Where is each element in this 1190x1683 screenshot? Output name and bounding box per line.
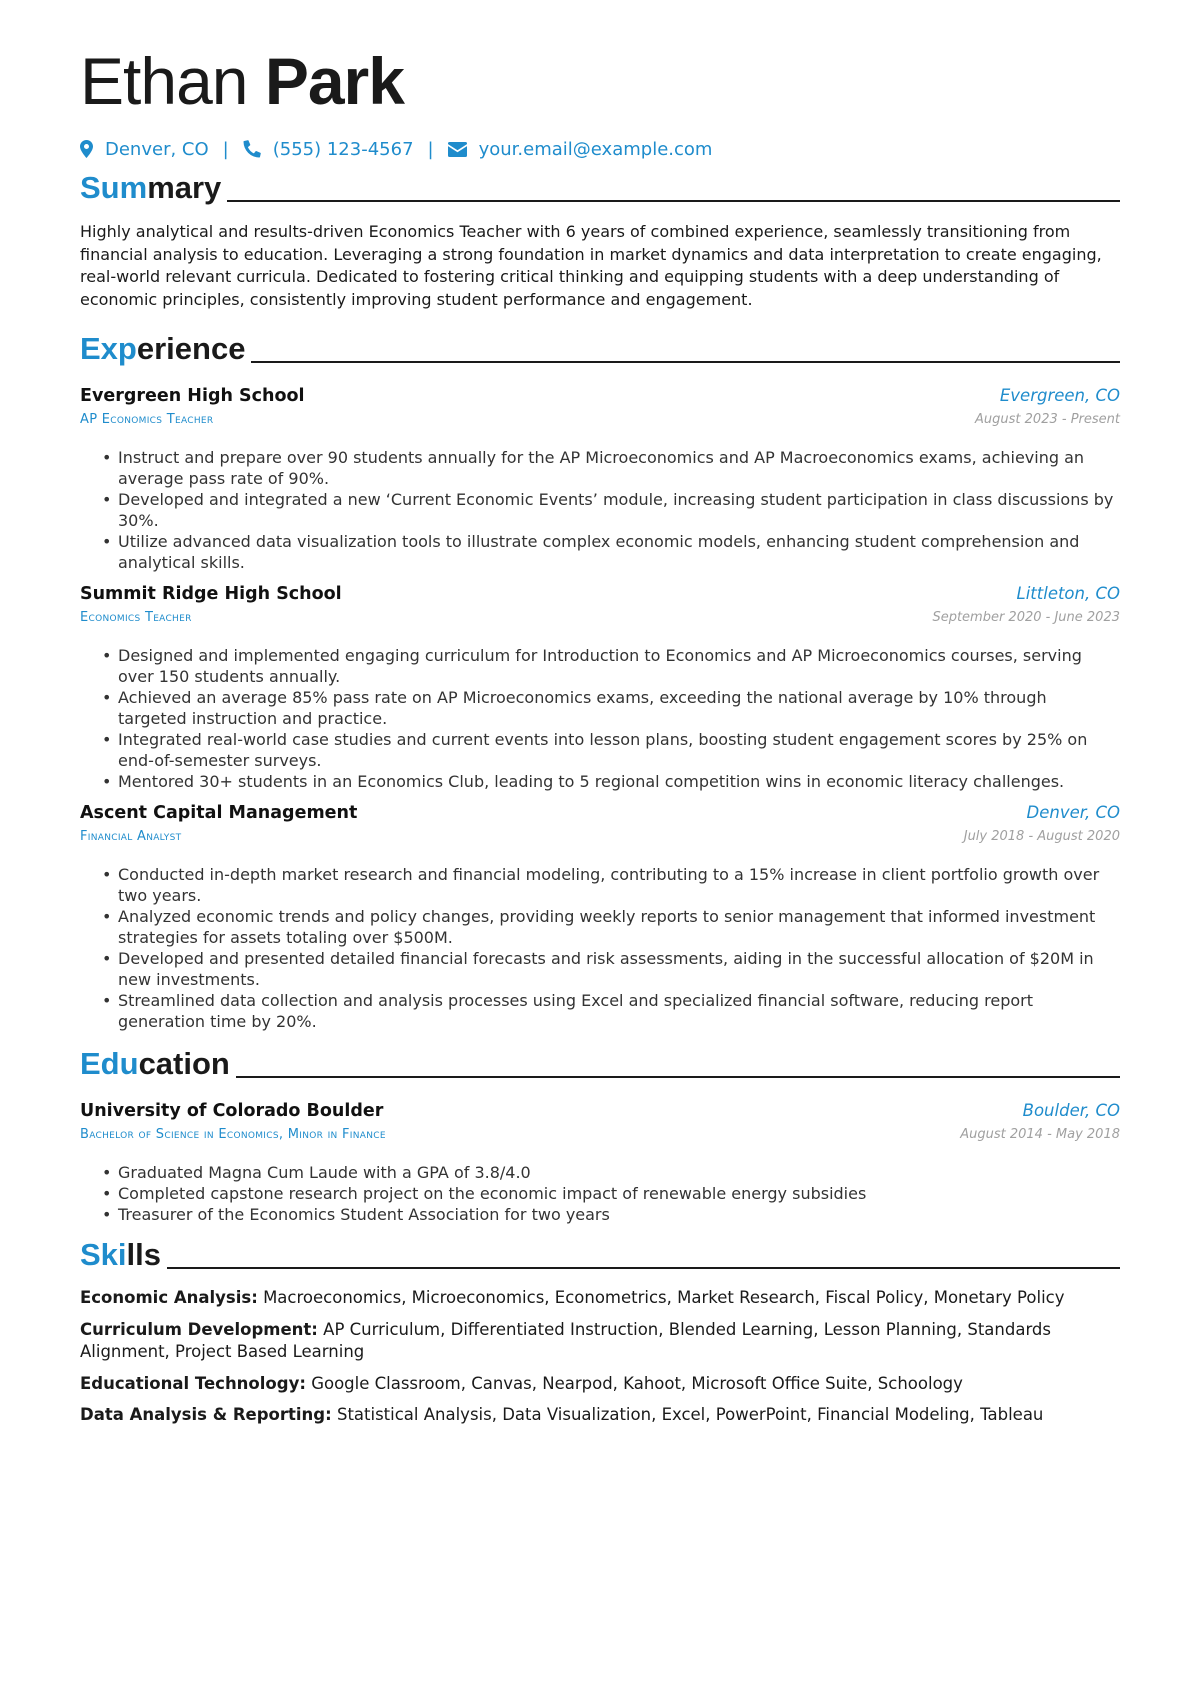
entry-location: Denver, CO [1026,803,1120,822]
section-title-rest: cation [138,1046,230,1081]
entry-organization: Evergreen High School [80,386,305,406]
bullet-item: • Designed and implemented engaging curriculum for Introduction to Economics and AP Microeconomics courses, serving over 150 students annually. [118,645,1120,687]
section-divider [167,1267,1120,1269]
skill-category: Curriculum Development: [80,1319,318,1339]
map-marker-icon [80,140,93,158]
location-text: Denver, CO [105,138,209,160]
contact-location [80,139,209,160]
section-title-accent: Ski [80,1237,127,1272]
skill-category: Educational Technology: [80,1373,306,1393]
entry-role: Economics Teacher [80,610,192,625]
contact-separator: | [222,138,229,160]
experience-section-header [80,327,1120,367]
entry-dates: August 2023 - Present [975,412,1120,427]
skill-row [80,1373,1120,1396]
entry-location: Boulder, CO [1022,1101,1120,1120]
section-title-rest: erience [136,331,246,366]
skill-category: Data Analysis & Reporting: [80,1405,332,1424]
entry-organization: Ascent Capital Management [80,803,358,823]
section-divider [236,1076,1120,1078]
skill-row [80,1287,1120,1310]
section-title-skills [80,1237,161,1273]
contact-line [80,134,1120,164]
skill-values: Statistical Analysis, Data Visualization, Excel, PowerPoint, Financial Modeling, Tableau [336,1405,1044,1424]
bullet-item: • Achieved an average 85% pass rate on AP Microeconomics exams, exceeding the national average by 10% through targeted instruction and practice. [118,687,1120,729]
bullet-item: • Developed and presented detailed financial forecasts and risk assessments, aiding in the successful allocation of $20M in new investments. [118,948,1120,990]
bullet-item: • Utilize advanced data visualization tools to illustrate complex economic models, enhancing student comprehension and analytical skills. [118,531,1120,573]
contact-separator: | [427,138,434,160]
section-title-rest: lls [126,1237,161,1272]
skill-row [80,1404,1120,1427]
experience-entry [80,584,1120,792]
experience-entry [80,386,1120,573]
skill-category: Economic Analysis: [80,1288,258,1307]
entry-location: Evergreen, CO [999,386,1120,405]
entry-bullets [80,1162,1120,1225]
bullet-item: • Analyzed economic trends and policy changes, providing weekly reports to senior management that informed investment strategies for assets totaling over $500M. [118,906,1120,948]
contact-phone[interactable] [243,139,414,160]
entry-bullets [80,864,1120,1032]
bullet-item: • Conducted in-depth market research and financial modeling, contributing to a 15% increase in client portfolio growth over two years. [118,864,1120,906]
section-title-summary [80,170,221,206]
bullet-item: • Streamlined data collection and analysis processes using Excel and specialized financial software, reducing report generation time by 20%. [118,990,1120,1032]
entry-dates: August 2014 - May 2018 [960,1127,1120,1142]
section-title-rest: mary [147,170,222,205]
entry-role: AP Economics Teacher [80,412,214,427]
entry-role: Bachelor of Science in Economics, Minor in Finance [80,1127,386,1142]
entry-bullets [80,645,1120,792]
bullet-item: • Graduated Magna Cum Laude with a GPA of 3.8/4.0 [118,1162,1120,1183]
phone-icon [243,140,261,158]
bullet-item: • Instruct and prepare over 90 students annually for the AP Microeconomics and AP Macroeconomics exams, achieving an average pass rate of 90%. [118,447,1120,489]
skills-section-header [80,1233,1120,1273]
email-text: your.email@example.com [478,138,713,160]
experience-entry [80,803,1120,1032]
section-divider [227,200,1120,202]
education-section-header [80,1042,1120,1082]
contact-email[interactable] [448,139,713,160]
section-divider [251,361,1120,363]
section-title-education [80,1046,230,1082]
bullet-item: • Mentored 30+ students in an Economics Club, leading to 5 regional competition wins in economic literacy challenges. [118,771,1120,792]
section-title-experience [80,331,245,367]
phone-text: (555) 123-4567 [272,138,414,160]
bullet-item: • Developed and integrated a new ‘Current Economic Events’ module, increasing student participation in class discussions by 30%. [118,489,1120,531]
skill-values: Google Classroom, Canvas, Nearpod, Kahoot, Microsoft Office Suite, Schoology [311,1373,963,1393]
skill-values: Macroeconomics, Microeconomics, Econometrics, Market Research, Fiscal Policy, Monetary Policy [263,1288,1065,1307]
section-title-accent: Sum [80,170,148,205]
entry-organization: Summit Ridge High School [80,584,342,604]
summary-text: Highly analytical and results-driven Economics Teacher with 6 years of combined experience, seamlessly transitioning from financial analysis to education. Leveraging a strong foundation in market dynamics and data interpretation to create engaging, real-world relevant curricula. Dedicated to fostering critical thinking and equipping students with a deep understanding of economic principles, consistently improving student performance and engagement. [80,222,1102,309]
skill-row [80,1319,1120,1364]
entry-dates: July 2018 - August 2020 [963,829,1120,844]
entry-bullets [80,447,1120,573]
skills-list [80,1287,1120,1427]
entry-organization: University of Colorado Boulder [80,1101,384,1121]
entry-dates: September 2020 - June 2023 [932,610,1120,625]
resume-page [80,38,1120,1427]
summary-section-header [80,166,1120,206]
candidate-name [80,38,1120,124]
bullet-item: • Treasurer of the Economics Student Association for two years [118,1204,1120,1225]
education-entry [80,1101,1120,1225]
skill-values: AP Curriculum, Differentiated Instruction, Blended Learning, Lesson Planning, Standards Alignment, Project Based Learning [80,1319,1052,1361]
first-name: Ethan [80,44,248,118]
last-name: Park [264,44,404,118]
bullet-item: • Completed capstone research project on the economic impact of renewable energy subsidies [118,1183,1120,1204]
envelope-icon [448,142,467,157]
section-title-accent: Exp [80,331,137,366]
entry-role: Financial Analyst [80,829,182,844]
entry-location: Littleton, CO [1016,584,1120,603]
section-title-accent: Edu [80,1046,139,1081]
bullet-item: • Integrated real-world case studies and current events into lesson plans, boosting student engagement scores by 25% on end-of-semester surveys. [118,729,1120,771]
